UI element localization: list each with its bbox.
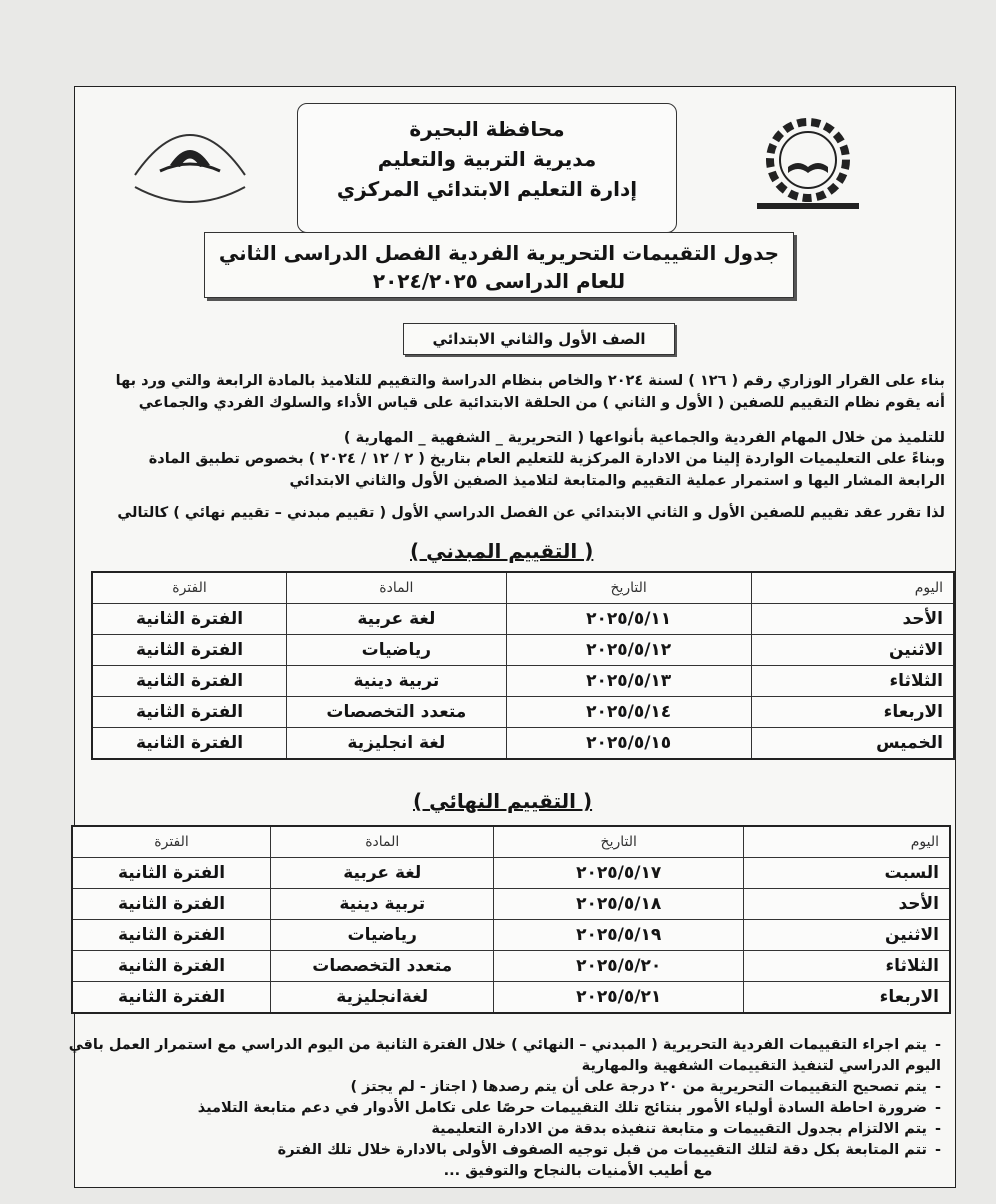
day-cell: الأحد (744, 889, 951, 920)
administration-name: إدارة التعليم الابتدائي المركزي (336, 177, 638, 201)
table-header-row (72, 826, 950, 858)
day-cell: الثلاثاء (751, 666, 954, 697)
final-schedule-table (71, 825, 951, 1014)
day-cell: الاثنين (744, 920, 951, 951)
day-cell: الاربعاء (751, 697, 954, 728)
final-assessment-title: ( التقييم النهائي ) (413, 789, 593, 813)
subject-cell: تربية دينية (287, 666, 507, 697)
directorate-gear-book-icon (743, 115, 873, 215)
header-date: التاريخ (506, 572, 751, 604)
initial-schedule-table (91, 571, 955, 760)
subject-cell: تربية دينية (271, 889, 494, 920)
period-cell: الفترة الثانية (92, 666, 287, 697)
note-item: -ضرورة احاطة السادة أولياء الأمور بنتائج تلك التقييمات حرصًا على تكامل الأدوار في دعم متابعة التلاميذ (197, 1100, 941, 1116)
intro-line: وبناءً على التعليميات الواردة إلينا من الادارة المركزية للتعليم العام بتاريخ ( ٢ / ١٢ / ٢٠٢٤ ) بخصوص تطبيق المادة (148, 451, 945, 467)
table-row (72, 951, 950, 982)
period-cell: الفترة الثانية (92, 635, 287, 666)
date-cell: ٢٠٢٥/٥/١٤ (506, 697, 751, 728)
date-cell: ٢٠٢٥/٥/٢٠ (494, 951, 744, 982)
intro-line: للتلميذ من خلال المهام الفردية والجماعية بأنواعها ( التحريرية _ الشفهية _ المهارية ) (343, 430, 945, 446)
date-cell: ٢٠٢٥/٥/٢١ (494, 982, 744, 1014)
header-box (297, 103, 677, 233)
date-cell: ٢٠٢٥/٥/١١ (506, 604, 751, 635)
day-cell: الثلاثاء (744, 951, 951, 982)
subject-cell: لغة انجليزية (287, 728, 507, 760)
subject-cell: رياضيات (287, 635, 507, 666)
table-row (92, 635, 954, 666)
document-page (68, 86, 956, 1188)
header-period: الفترة (92, 572, 287, 604)
date-cell: ٢٠٢٥/٥/١٧ (494, 858, 744, 889)
day-cell: الخميس (751, 728, 954, 760)
date-cell: ٢٠٢٥/٥/١٥ (506, 728, 751, 760)
subject-cell: لغة عربية (271, 858, 494, 889)
period-cell: الفترة الثانية (72, 920, 271, 951)
subject-cell: لغة عربية (287, 604, 507, 635)
table-row (72, 858, 950, 889)
note-item: -يتم اجراء التقييمات الفردية التحريرية ( المبدني – النهائي ) خلال الفترة الثانية من اليوم الدراسي مع استمرار العمل باقي (68, 1037, 941, 1053)
table-row (92, 728, 954, 760)
intro-line: أنه يقوم نظام التقييم للصفين ( الأول و الثاني ) من الحلقة الابتدائية على قياس الأداء والسلوك الفردي والجماعي (138, 395, 945, 411)
period-cell: الفترة الثانية (72, 858, 271, 889)
title-line-1: جدول التقييمات التحريرية الفردية الفصل الدراسى الثاني (218, 241, 780, 265)
title-line-2: للعام الدراسى ٢٠٢٤/٢٠٢٥ (372, 269, 626, 293)
date-cell: ٢٠٢٥/٥/١٩ (494, 920, 744, 951)
grade-label: الصف الأول والثاني الابتدائي (403, 323, 675, 355)
header-subject: المادة (271, 826, 494, 858)
table-header-row (92, 572, 954, 604)
administration-seal-icon (115, 105, 265, 215)
notes-list (68, 1035, 941, 1182)
date-cell: ٢٠٢٥/٥/١٣ (506, 666, 751, 697)
intro-line: بناء على القرار الوزاري رقم ( ١٢٦ ) لسنة ٢٠٢٤ والخاص بنظام الدراسة والتقييم للتلاميذ بالمادة الرابعة والتي ورد بها (115, 373, 945, 389)
note-item: -يتم تصحيح التقييمات التحريرية من ٢٠ درجة على أن يتم رصدها ( اجتاز - لم يجتز ) (350, 1079, 941, 1095)
date-cell: ٢٠٢٥/٥/١٢ (506, 635, 751, 666)
date-cell: ٢٠٢٥/٥/١٨ (494, 889, 744, 920)
period-cell: الفترة الثانية (92, 604, 287, 635)
initial-assessment-title: ( التقييم المبدني ) (410, 539, 594, 563)
period-cell: الفترة الثانية (92, 728, 287, 760)
intro-line: لذا تقرر عقد تقييم للصفين الأول و الثاني الابتدائي عن الفصل الدراسي الأول ( تقييم مبدني – تقييم نهائي ) كالتالي (117, 505, 945, 521)
table-row (72, 982, 950, 1014)
subject-cell: متعدد التخصصات (287, 697, 507, 728)
note-item: اليوم الدراسي لتنفيذ التقييمات الشفهية والمهارية (581, 1058, 941, 1074)
directorate-name: مديرية التربية والتعليم (377, 147, 597, 171)
header-day: اليوم (744, 826, 951, 858)
note-item: -تتم المتابعة بكل دقة لتلك التقييمات من قبل توجيه الصفوف الأولى بالادارة خلال تلك الفترة (277, 1142, 941, 1158)
table-row (72, 889, 950, 920)
period-cell: الفترة الثانية (72, 951, 271, 982)
governorate-name: محافظة البحيرة (409, 117, 565, 141)
subject-cell: لغةانجليزية (271, 982, 494, 1014)
period-cell: الفترة الثانية (92, 697, 287, 728)
period-cell: الفترة الثانية (72, 889, 271, 920)
day-cell: السبت (744, 858, 951, 889)
table-row (92, 604, 954, 635)
header-date: التاريخ (494, 826, 744, 858)
header-subject: المادة (287, 572, 507, 604)
note-item: -يتم الالتزام بجدول التقييمات و متابعة تنفيذه بدقة من الادارة التعليمية (431, 1121, 941, 1137)
subject-cell: رياضيات (271, 920, 494, 951)
table-row (92, 666, 954, 697)
header-period: الفترة (72, 826, 271, 858)
document-title (204, 232, 794, 298)
day-cell: الاربعاء (744, 982, 951, 1014)
day-cell: الأحد (751, 604, 954, 635)
table-row (92, 697, 954, 728)
period-cell: الفترة الثانية (72, 982, 271, 1014)
day-cell: الاثنين (751, 635, 954, 666)
table-row (72, 920, 950, 951)
intro-line: الرابعة المشار اليها و استمرار عملية التقييم والمتابعة لتلاميذ الصفين الأول والثاني الابتدائي (289, 473, 945, 489)
subject-cell: متعدد التخصصات (271, 951, 494, 982)
header-day: اليوم (751, 572, 954, 604)
closing-line: مع أطيب الأمنيات بالنجاح والتوفيق ... (443, 1163, 713, 1179)
